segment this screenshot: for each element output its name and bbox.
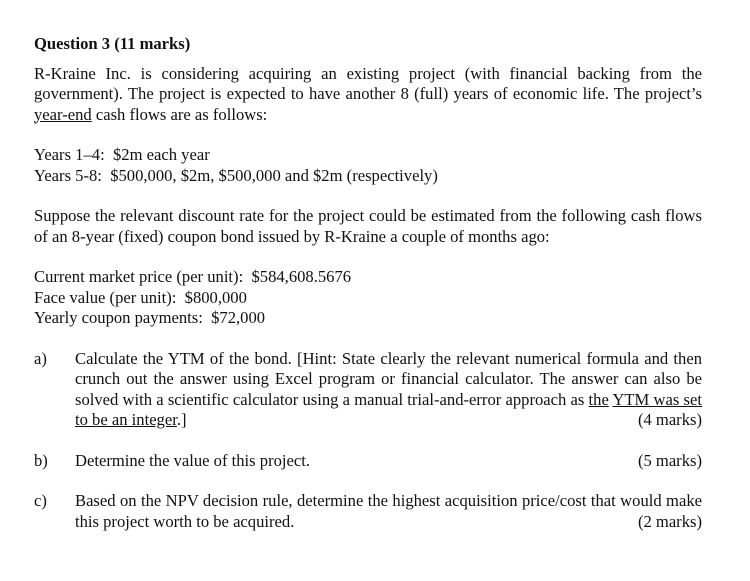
part-label: a) (34, 348, 47, 368)
intro-underlined-text: year-end (34, 104, 92, 124)
part-a-text (75, 349, 702, 431)
part-b-marks: (5 marks) (637, 450, 702, 470)
part-a-main-text: Calculate the YTM of the bond. [Hint: State clearly the relevant numerical formula and then crunch out the answer using Excel program or financial calculator. The answer can also be solved with a scientific calculator using a manual trial-and-error approach as (75, 348, 702, 409)
part-a-underlined-text: the (588, 389, 609, 409)
part-b-main-text: Determine the value of this project. (75, 450, 310, 470)
part-a-marks: (4 marks) (637, 410, 702, 429)
intro-paragraph (34, 64, 702, 126)
cash-flow-line: Years 5-8: $500,000, $2m, $500,000 and $2m (respectively) (34, 165, 438, 185)
part-a-underlined-text: YTM was set to be an integer (75, 389, 702, 429)
cash-flow-line: Years 1–4: $2m each year (34, 145, 210, 164)
part-c-marks: (2 marks) (637, 511, 702, 531)
part-a-end-text: .] (176, 410, 187, 429)
cash-flow-list (34, 145, 702, 186)
bond-coupon: Yearly coupon payments: $72,000 (34, 308, 266, 327)
bond-details (34, 267, 702, 329)
question-title: Question 3 (11 marks) (34, 34, 191, 53)
part-c (34, 491, 702, 532)
part-c-main-text: Based on the NPV decision rule, determine the highest acquisition price/cost that would make this project worth to be acquired. (75, 491, 702, 531)
part-label: c) (34, 491, 47, 510)
bond-face-value: Face value (per unit): $800,000 (34, 287, 247, 307)
part-b-text (75, 451, 702, 472)
part-label: b) (34, 450, 48, 470)
part-b (34, 451, 702, 472)
bond-price: Current market price (per unit): $584,608.5676 (34, 267, 352, 286)
intro-text-end: cash flows are as follows: (91, 104, 268, 124)
question-document (34, 34, 702, 532)
intro-text: R-Kraine Inc. is considering acquiring an existing project (with financial backing from the government). The project is expected to have another 8 (full) years of economic life. The project’s (34, 63, 702, 103)
discount-paragraph: Suppose the relevant discount rate for the project could be estimated from the following cash flows of an 8-year (fixed) coupon bond issued by R-Kraine a couple of months ago: (34, 206, 702, 246)
part-c-text (75, 491, 702, 532)
part-a (34, 349, 702, 431)
